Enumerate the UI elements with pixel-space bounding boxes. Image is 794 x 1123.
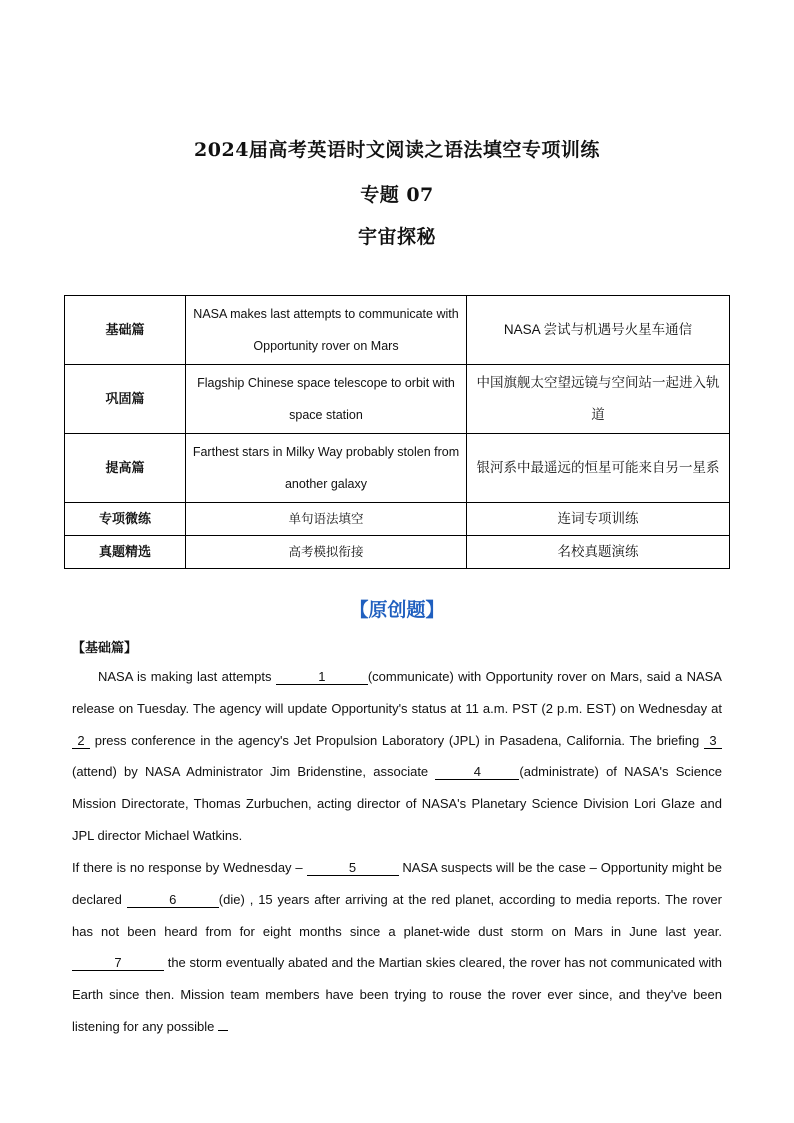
- english-title-cell: NASA makes last attempts to communicate with Opportunity rover on Mars: [186, 296, 467, 365]
- level-cell: 专项微练: [65, 503, 186, 536]
- passage-text: (die) , 15 years after arriving at the red planet, according to media reports. The rover has not been heard from for eight months since a planet-wide dust storm on Mars in June last year.: [72, 891, 722, 939]
- level-cell: 巩固篇: [65, 365, 186, 434]
- passage-text: NASA suspects will be the case – Opportunity might be declared: [72, 860, 722, 907]
- table-row: [65, 536, 730, 569]
- document-title: 2024届高考英语时文阅读之语法填空专项训练: [194, 139, 600, 161]
- answer-blank-4: 4: [435, 764, 519, 780]
- english-title-cell: Flagship Chinese space telescope to orbit with space station: [186, 365, 467, 434]
- passage-text: If there is no response by Wednesday –: [72, 860, 303, 875]
- answer-blank-7: 7: [72, 955, 164, 971]
- passage-paragraph-2: [72, 852, 722, 1043]
- exercise-cell: 高考模拟衔接: [186, 536, 467, 569]
- table-row: [65, 296, 730, 365]
- answer-blank-3: 3: [704, 733, 722, 749]
- level-cell: 基础篇: [65, 296, 186, 365]
- level-cell: 提高篇: [65, 434, 186, 503]
- passage-text: (administrate) of NASA's Science Mission Directorate, Thomas Zurbuchen, acting director of NASA's Planetary Science Division Lori Glaze and JPL director Michael Watkins.: [72, 764, 722, 843]
- answer-blank-8: [218, 1015, 228, 1031]
- section-heading: 【原创题】: [349, 599, 445, 621]
- answer-blank-2: 2: [72, 733, 90, 749]
- level-cell: 真题精选: [65, 536, 186, 569]
- table-row: [65, 434, 730, 503]
- passage-text: the storm eventually abated and the Martian skies cleared, the rover has not communicated with Earth since then. Mission team members have been trying to rouse the rover ever since, and they've been listening for any possible: [72, 955, 722, 1034]
- table-row: [65, 365, 730, 434]
- section-subheading: 【基础篇】: [72, 641, 138, 656]
- answer-blank-6: 6: [127, 892, 219, 908]
- chinese-title-cell: NASA 尝试与机遇号火星车通信: [467, 296, 730, 365]
- topic-number: 专题 07: [360, 184, 434, 206]
- passage-text: (communicate) with Opportunity rover on Mars, said a NASA release on Tuesday. The agency will update Opportunity's status at 11 a.m. PST (2 p.m. EST) on Wednesday at: [72, 669, 722, 716]
- answer-blank-5: 5: [307, 860, 399, 876]
- exercise-cell: 名校真题演练: [467, 536, 730, 569]
- passage-text: (attend) by NASA Administrator Jim Bridenstine, associate: [72, 764, 429, 780]
- answer-blank-1: 1: [276, 669, 368, 685]
- table-row: [65, 503, 730, 536]
- english-title-cell: Farthest stars in Milky Way probably stolen from another galaxy: [186, 434, 467, 503]
- overview-table: [64, 295, 730, 569]
- topic-name: 宇宙探秘: [357, 226, 436, 248]
- exercise-cell: 单句语法填空: [186, 503, 467, 536]
- passage-text: NASA is making last attempts: [98, 669, 272, 684]
- exercise-cell: 连词专项训练: [467, 503, 730, 536]
- chinese-title-cell: 银河系中最遥远的恒星可能来自另一星系: [467, 434, 730, 503]
- chinese-title-cell: 中国旗舰太空望远镜与空间站一起进入轨道: [467, 365, 730, 434]
- passage-paragraph-1: [72, 661, 722, 852]
- passage-text: press conference in the agency's Jet Propulsion Laboratory (JPL) in Pasadena, California. The briefing: [94, 732, 700, 748]
